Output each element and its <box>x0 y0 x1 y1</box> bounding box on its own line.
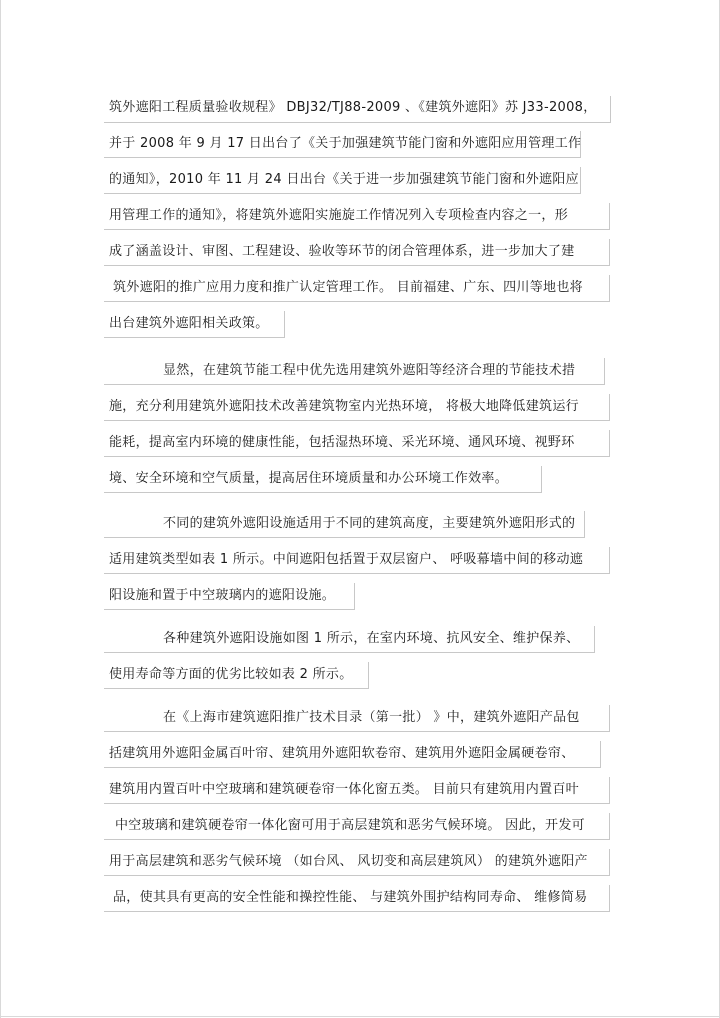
paragraph-line: 筑外遮阳工程质量验收规程》 DBJ32/TJ88-2009 、《建筑外遮阳》苏 J33-2008， <box>109 100 597 115</box>
paragraph-line: 用于高层建筑和恶劣气候环境 （如台风、 风切变和高层建筑风） 的建筑外遮阳产 <box>109 854 588 869</box>
paragraph-line: 括建筑用外遮阳金属百叶帘、建筑用外遮阳软卷帘、建筑用外遮阳金属硬卷帘、 <box>109 746 575 761</box>
paragraph-line: 出台建筑外遮阳相关政策。 <box>109 316 269 331</box>
paragraph-line: 并于 2008 年 9 月 17 日出台了《关于加强建筑节能门窗和外遮阳应用管理工作 <box>109 136 582 151</box>
paragraph-line: 施，充分利用建筑外遮阳技术改善建筑物室内光热环境， 将极大地降低建筑运行 <box>109 399 579 414</box>
paragraph-line: 适用建筑类型如表 1 所示。中间遮阳包括置于双层窗户、 呼吸幕墙中间的移动遮 <box>109 552 584 567</box>
paragraph-line: 使用寿命等方面的优劣比较如表 2 所示。 <box>109 667 353 682</box>
paragraph-line: 建筑用内置百叶中空玻璃和建筑硬卷帘一体化窗五类。 目前只有建筑用内置百叶 <box>109 782 579 797</box>
paragraph-line: 境、安全环境和空气质量，提高居住环境质量和办公环境工作效率。 <box>109 471 509 486</box>
paragraph-line: 显然，在建筑节能工程中优先选用建筑外遮阳等经济合理的节能技术措 <box>163 363 576 378</box>
paragraph-line: 用管理工作的通知》，将建筑外遮阳实施旋工作情况列入专项检查内容之一，形 <box>109 208 569 223</box>
paragraph-line: 各种建筑外遮阳设施如图 1 所示，在室内环境、抗风安全、维护保养、 <box>163 631 580 646</box>
paragraph-line: 能耗，提高室内环境的健康性能，包括湿热环境、采光环境、通风环境、视野环 <box>109 435 575 450</box>
page-edge-bottom <box>0 1016 720 1017</box>
paragraph-line: 筑外遮阳的推广应用力度和推广认定管理工作。 目前福建、广东、四川等地也将 <box>113 280 583 295</box>
paragraph-line: 品，使其具有更高的安全性能和操控性能、 与建筑外围护结构同寿命、 维修简易 <box>113 890 588 905</box>
paragraph-line: 中空玻璃和建筑硬卷帘一体化窗可用于高层建筑和恶劣气候环境。 因此，开发可 <box>115 818 585 833</box>
paragraph-line: 的通知》，2010 年 11 月 24 日出台《关于进一步加强建筑节能门窗和外遮阳应 <box>109 172 579 187</box>
paragraph-line: 在《上海市建筑遮阳推广技术目录（第一批） 》中，建筑外遮阳产品包 <box>163 710 580 725</box>
paragraph-line: 不同的建筑外遮阳设施适用于不同的建筑高度，主要建筑外遮阳形式的 <box>163 516 576 531</box>
page-edge-left <box>0 0 1 1018</box>
paragraph-line: 成了涵盖设计、审图、工程建设、验收等环节的闭合管理体系，进一步加大了建 <box>109 244 575 259</box>
paragraph-line: 阳设施和置于中空玻璃内的遮阳设施。 <box>109 588 336 603</box>
